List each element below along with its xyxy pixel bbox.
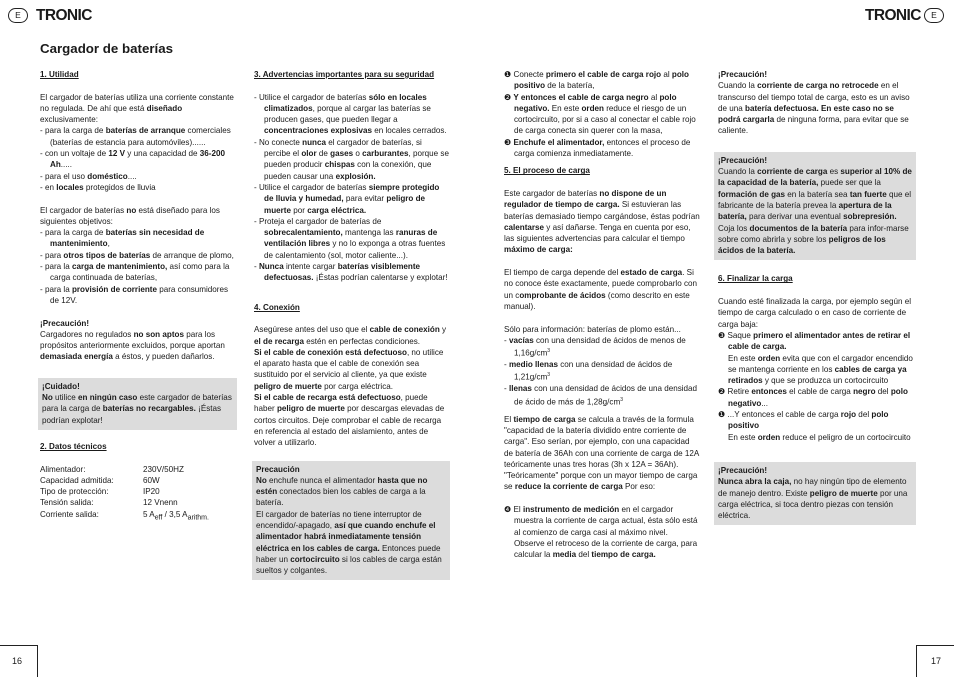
- step-1: ❶ ...Y entonces el cable de carga rojo del polo positivo: [718, 410, 889, 431]
- caution-heading: ¡Cuidado!: [42, 381, 80, 391]
- page-number-right: 17: [916, 645, 954, 677]
- paragraph: Este cargador de baterías no dispone de un regulador de tiempo de carga. Si estuvieran las baterías demasiado tiempo cargándose, éstas podrían calentarse y así dañarse. Tenga en cuenta por eso, las siguientes advertencias para calcular el tiempo máximo de carga:: [504, 188, 700, 255]
- section-heading-conexion: 4. Conexión: [254, 302, 300, 312]
- step-4: ❹ El instrumento de medición en el cargador muestra la corriente de carga actual, ésta sólo está al comienzo de carga casi al máximo nivel. Observe el retroceso de la corriente de carga, para calcular la media del tiempo de carga.: [504, 505, 698, 560]
- list-item: - Utilice el cargador de baterías sólo en locales climatizados, porque al cargar las baterías se producen gases, que pueden llegar a concentraciones explosivas en locales cerrados.: [254, 92, 447, 136]
- step-1: ❶ Conecte primero el cable de carga rojo al polo positivo de la batería,: [504, 70, 689, 91]
- caution-text: No utilice en ningún caso este cargador de baterías para la carga de baterías no recargables. ¡Éstas podrían explotar!: [42, 393, 232, 425]
- precaution-text: Coja los documentos de la batería para infor-marse sobre como abrirla y sobre los peligros de los ácidos de la batería.: [718, 223, 909, 256]
- paragraph: El cargador de baterías utiliza una corriente constante no regulada. De ahí que está diseñado exclusivamente:: [40, 92, 234, 125]
- list-item: - para la carga de baterías sin necesidad de mantenimiento,: [40, 228, 205, 249]
- page-title: Cargador de baterías: [40, 41, 174, 56]
- paragraph: El cargador de baterías no está diseñado para los siguientes objetivos:: [40, 205, 220, 226]
- paragraph: El tiempo de carga depende del estado de carga. Si no conoce éste exactamente, puede comprobarlo con un comprobante de ácidos (como descrito en este manual).: [504, 268, 698, 311]
- list-item: - Proteja el cargador de baterías de sobrecalentamiento, mantenga las ranuras de ventilación libres y no lo exponga a otras fuentes de calentamiento (sol, motor caliente...).: [254, 216, 446, 260]
- language-badge-left: E: [8, 8, 28, 23]
- list-item: - para la carga de mantenimiento, así como para la carga continuada de baterías,: [40, 262, 230, 283]
- spec-row: Capacidad admitida: 60W: [40, 475, 160, 485]
- column-1: [40, 69, 235, 524]
- precaution-box: [252, 461, 450, 581]
- paragraph: Cuando esté finalizada la carga, por ejemplo según el tiempo de carga calculado o en caso de corriente de carga baja:: [718, 297, 912, 329]
- precaution-text: Nunca abra la caja, no hay ningún tipo de elemento de manejo dentro. Existe peligro de muerte por una carga eléctrica, si toca dentro piezas con tensión eléctrica.: [718, 477, 908, 521]
- paragraph: Si el cable de conexión está defectuoso, no utilice el aparato hasta que el cable de conexión sea sustituido por el servicio al cliente, ya que existe peligro de muerte por carga eléctrica.: [254, 347, 444, 391]
- tronic-logo-right: TRONIC: [865, 7, 921, 24]
- language-badge-right: E: [924, 8, 944, 23]
- spec-row: Alimentador: 230V/50HZ: [40, 464, 184, 474]
- precaution-text: El cargador de baterías no tiene interruptor de encendido/-apagado, así que cuando enchufe el alimentador habrá inmediatamente tensión eléctrica en los cables de carga. Entonces puede haber un cortocircuito si los cables de carga están sueltos y colgantes.: [256, 509, 442, 576]
- section-heading-datos: 2. Datos técnicos: [40, 441, 107, 451]
- list-item: - No conecte nunca el cargador de baterías, si percibe el olor de gases o carburantes, porque se pueden producir chispas con la conexión, que pueden causar una explosión.: [254, 137, 449, 181]
- caution-box: [38, 378, 237, 430]
- precaution-heading: ¡Precaución!: [718, 155, 768, 165]
- list-item: - medio llenas con una densidad de ácidos de $1,21g/cm^3$: [504, 360, 673, 383]
- section-heading-utilidad: 1. Utilidad: [40, 70, 79, 79]
- section-heading-advertencias: 3. Advertencias importantes para su seguridad: [254, 70, 435, 79]
- spec-row: Tipo de protección: IP20: [40, 487, 160, 497]
- list-item: - en locales protegidos de lluvia: [40, 182, 156, 192]
- step-3-detail: En este orden evita que con el cargador encendido se mantenga corriente en los cables de carga ya retirados y que se produzca un cortocircuito: [728, 353, 913, 386]
- precaution-box: [714, 152, 916, 261]
- step-3: ❸ Enchufe el alimentador, entonces el proceso de carga comienza inmediatamente.: [504, 137, 691, 159]
- precaution-box: [714, 462, 916, 525]
- list-item: - con un voltaje de 12 V y una capacidad de 36-200 Ah.....: [40, 149, 225, 170]
- warning-text: Cargadores no regulados no son aptos para los propósitos anteriormente excluidos, porque aportan demasiada energía a éstos, y pueden dañarlos.: [40, 329, 225, 362]
- section-heading-proceso: 5. El proceso de carga: [504, 166, 590, 176]
- step-2: ❷ Retire entonces el cable de carga negro del polo negativo...: [718, 387, 908, 408]
- spec-row: Tensión salida: 12 Vnenn: [40, 498, 178, 508]
- spec-row: Corriente salida: 5 $A_{eff} / 3,5$ $A_{arithm.}$: [40, 509, 209, 522]
- list-item: - para el uso doméstico....: [40, 171, 137, 181]
- paragraph: Sólo para información: baterías de plomo están...: [504, 324, 681, 334]
- list-item: - vacías con una densidad de ácidos de menos de $1,16g/cm^3$: [504, 335, 686, 358]
- list-item: - para la carga de baterías de arranque comerciales (baterías de estancia para automóviles)......: [40, 126, 231, 147]
- precaution-heading: Precaución: [256, 464, 300, 474]
- paragraph: "Teóricamente" porque con un mayor tiempo de carga se reduce la corriente de carga Por eso:: [504, 471, 698, 492]
- paragraph: Asegúrese antes del uso que el cable de conexión y el de recarga estén en perfectas condiciones.: [254, 325, 447, 346]
- column-4: [718, 69, 914, 525]
- precaution-text: Cuando la corriente de carga es superior al 10% de la capacidad de la batería, puede ser que la formación de gas en la batería sea tan fuerte que el fabricante de la batería prevea la apertura de la batería, para derivar una eventual sobrepresión.: [718, 167, 912, 222]
- precaution-text: No enchufe nunca el alimentador hasta que no estén conectados bien los cables de carga a la batería.: [256, 475, 428, 508]
- step-1-detail: En este orden reduce el peligro de un cortocircuito: [728, 432, 911, 442]
- warning-text: Cuando la corriente de carga no retrocede en el transcurso del tiempo total de carga, esto es un aviso de una batería defectuosa. En este caso no se podrá cargarla de ninguna forma, para evitar que se caliente.: [718, 81, 910, 136]
- step-3: ❸ Saque primero el alimentador antes de retirar el cable de carga.: [718, 330, 911, 352]
- section-heading-finalizar: 6. Finalizar la carga: [718, 274, 793, 284]
- column-2: [254, 69, 450, 580]
- warning-heading: ¡Precaución!: [40, 318, 90, 328]
- list-item: - para la provisión de corriente para consumidores de 12V.: [40, 284, 229, 305]
- paragraph: Si el cable de recarga está defectuoso, puede haber peligro de muerte por descargas elevadas de cortos circuitos. Deje comprobar el cable de recarga en referencia al estado del aislamiento, antes de volver a utilizarlo.: [254, 393, 445, 448]
- page-number-left: 16: [0, 645, 38, 677]
- column-3: [504, 69, 700, 561]
- step-2: ❷ Y entonces el cable de carga negro al polo negativo. En este orden reduce el riesgo de un cortocircuito, por si a caso al conectar el cable rojo de carga conecta sin querer con la masa,: [504, 92, 696, 136]
- list-item: - Utilice el cargador de baterías siempre protegido de lluvia y humedad, para evitar peligro de muerte por carga eléctrica.: [254, 182, 440, 215]
- tronic-logo-left: TRONIC: [36, 7, 92, 24]
- precaution-heading: ¡Precaución!: [718, 465, 768, 475]
- warning-heading: ¡Precaución!: [718, 70, 768, 79]
- paragraph: El tiempo de carga se calcula a través de la formula "capacidad de la batería dividido entre corriente de carga". Eso serían, por ejemplo, con una capacidad de batería de 36Ah con una corriente de carga de 12A teóricamente unas tres horas (3h x 12A = 36Ah).: [504, 414, 699, 469]
- list-item: - llenas con una densidad de ácidos de una densidad de ácido de más de $1,28g/cm^3$: [504, 384, 698, 407]
- list-item: - Nunca intente cargar baterías visiblemente defectuosas. ¡Éstas podrían calentarse y explotar!: [254, 262, 448, 283]
- list-item: - para otros tipos de baterías de arranque de plomo,: [40, 250, 234, 260]
